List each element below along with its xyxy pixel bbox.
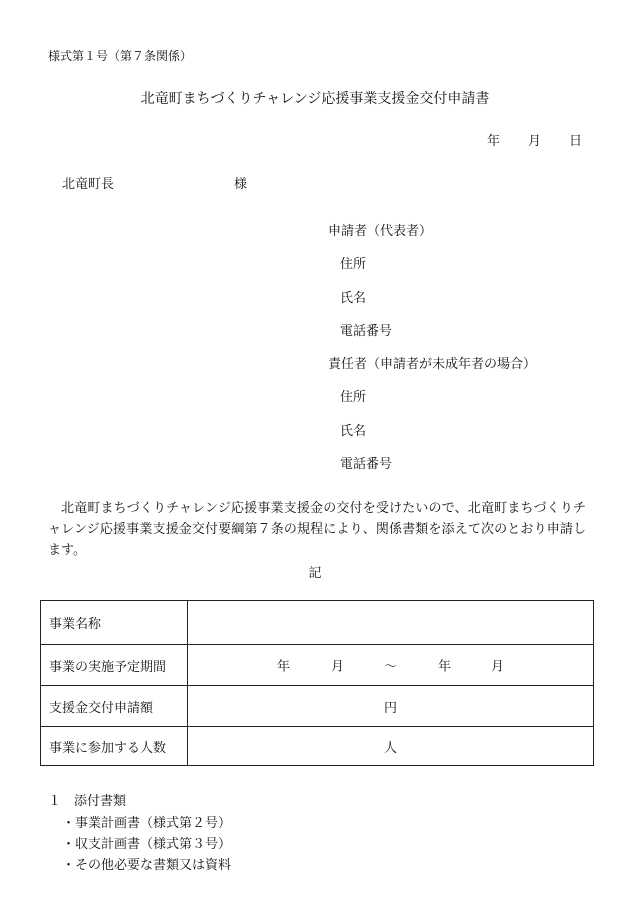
application-paragraph: 北竜町まちづくりチャレンジ応援事業支援金の交付を受けたいので、北竜町まちづくりチャレンジ応援事業支援金交付要綱第７条の規程により、関係書類を添えて次のとおり申請します。 xyxy=(48,501,586,558)
period-month-start: 月 xyxy=(331,659,345,675)
participants-unit: 人 xyxy=(383,740,397,756)
applicant-phone-label: 電話番号 xyxy=(340,323,393,339)
period-label: 事業の実施予定期間 xyxy=(41,645,188,686)
applicant-block xyxy=(328,223,536,489)
project-name-label: 事業名称 xyxy=(41,601,188,645)
ki-marker: 記 xyxy=(308,566,322,581)
guardian-heading: 責任者（申請者が未成年者の場合） xyxy=(328,357,537,373)
guardian-phone-label: 電話番号 xyxy=(340,457,393,473)
date-month: 月 xyxy=(527,134,541,149)
date-year: 年 xyxy=(486,134,500,149)
attachment-item: ・収支計画書（様式第３号） xyxy=(62,837,232,852)
amount-label: 支援金交付申請額 xyxy=(41,686,188,727)
participants-label: 事業に参加する人数 xyxy=(41,727,188,766)
addressee-honorific: 様 xyxy=(234,177,248,192)
attachments-heading-line xyxy=(48,790,231,812)
applicant-heading: 申請者（代表者） xyxy=(328,224,433,239)
participants-field[interactable] xyxy=(188,727,594,766)
date-line xyxy=(487,130,582,149)
table-row-period xyxy=(41,645,594,686)
attachments-section xyxy=(48,790,231,875)
attachment-item: ・事業計画書（様式第２号） xyxy=(62,816,232,831)
guardian-address-label: 住所 xyxy=(340,390,367,406)
table-row-amount xyxy=(41,686,594,727)
period-year-start: 年 xyxy=(277,659,291,675)
applicant-name-label: 氏名 xyxy=(340,290,367,306)
period-tilde: ～ xyxy=(384,659,398,675)
addressee: 北竜町長 xyxy=(62,177,115,192)
attachments-heading: 添付書類 xyxy=(74,794,127,809)
period-month-end: 月 xyxy=(491,659,505,675)
guardian-name-label: 氏名 xyxy=(340,423,367,439)
attachment-item: ・その他必要な書類又は資料 xyxy=(62,858,232,873)
period-field[interactable] xyxy=(188,645,594,686)
date-day: 日 xyxy=(568,134,582,149)
table-row-participants xyxy=(41,727,594,766)
application-details-table xyxy=(40,600,594,766)
project-name-field[interactable] xyxy=(188,601,594,645)
amount-field[interactable] xyxy=(188,686,594,727)
amount-unit: 円 xyxy=(383,700,397,716)
attachments-number: １ xyxy=(48,794,62,809)
period-year-end: 年 xyxy=(438,659,452,675)
form-number: 様式第１号（第７条関係） xyxy=(48,49,193,63)
document-title: 北竜町まちづくりチャレンジ応援事業支援金交付申請書 xyxy=(140,91,490,107)
applicant-address-label: 住所 xyxy=(340,257,367,273)
table-row-project-name xyxy=(41,601,594,645)
